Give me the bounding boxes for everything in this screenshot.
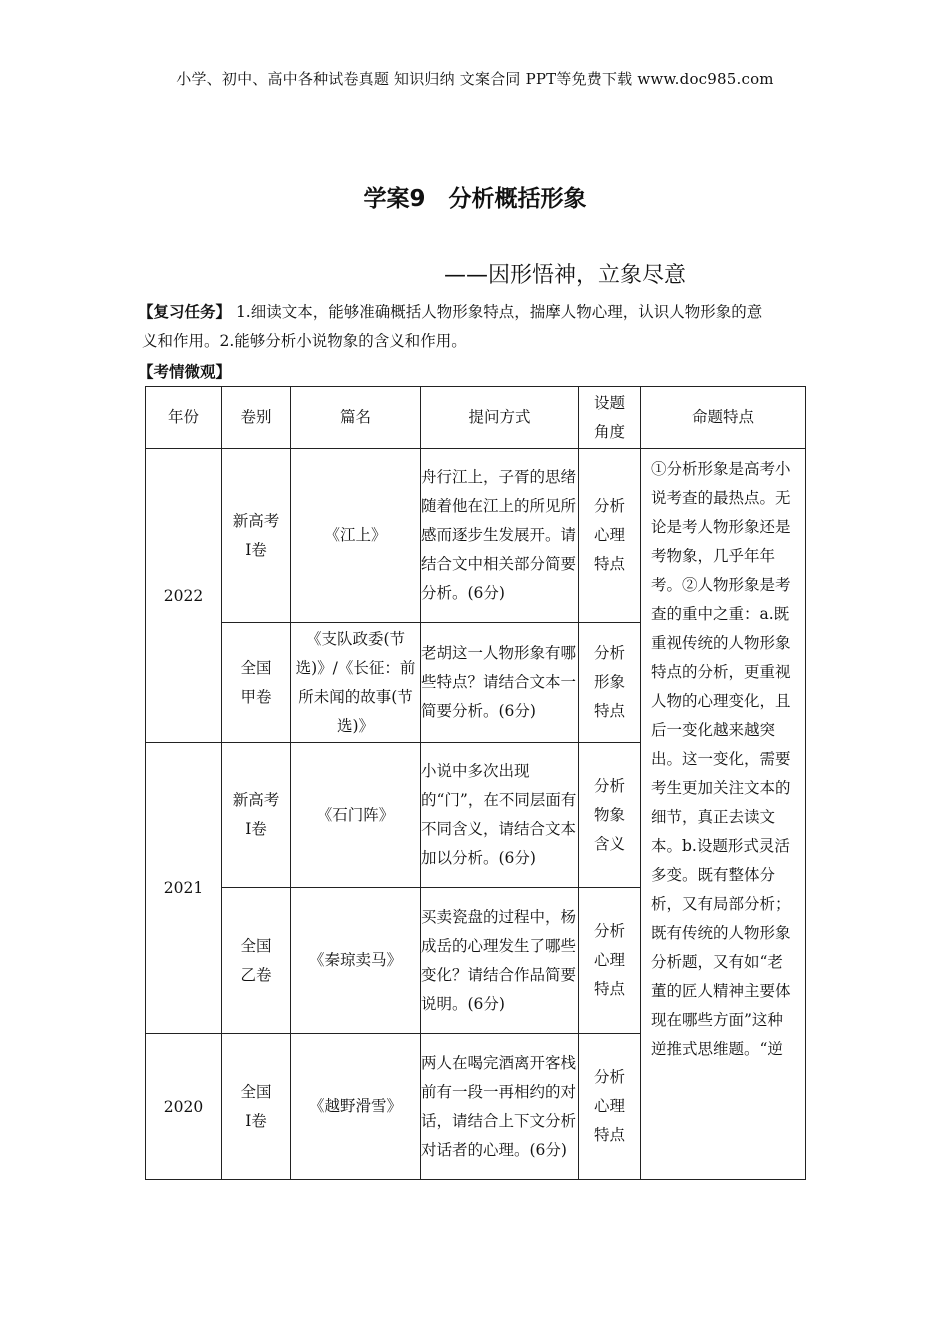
header-year: 年份 [146, 387, 222, 449]
page-title: 学案9 分析概括形象 [363, 186, 587, 212]
header-paper: 卷别 [222, 387, 291, 449]
header-title: 篇名 [291, 387, 421, 449]
table-row [146, 449, 806, 623]
angle-cell: 分析 物象 含义 [579, 743, 641, 888]
page-header-banner: 小学、初中、高中各种试卷真题 知识归纳 文案合同 PPT等免费下载 www.doc985.com [176, 70, 774, 88]
article-title-cell: 《支队政委(节选)》/《长征：前所未闻的故事(节选)》 [291, 623, 421, 743]
paper-cell: 全国 甲卷 [222, 623, 291, 743]
header-features: 命题特点 [641, 387, 806, 449]
question-cell: 舟行江上，子胥的思绪随着他在江上的所见所感而逐步生发展开。请结合文中相关部分简要分析。(6分) [421, 449, 579, 623]
exam-analysis-table [145, 386, 806, 1180]
paper-cell: 全国 Ⅰ卷 [222, 1034, 291, 1180]
paper-cell: 全国 乙卷 [222, 888, 291, 1034]
table-header-row [146, 387, 806, 449]
question-cell: 小说中多次出现的“门”，在不同层面有不同含义，请结合文本加以分析。(6分) [421, 743, 579, 888]
year-cell: 2022 [146, 449, 222, 743]
angle-cell: 分析 心理 特点 [579, 888, 641, 1034]
article-title-cell: 《秦琼卖马》 [291, 888, 421, 1034]
features-cell: ①分析形象是高考小说考查的最热点。无论是考人物形象还是考物象，几乎年年考。②人物形象是考查的重中之重：a.既重视传统的人物形象特点的分析，更重视人物的心理变化，且后一变化越来越突出。这一变化，需要考生更加关注文本的细节，真正去读文本。b.设题形式灵活多变。既有整体分析，又有局部分析；既有传统的人物形象分析题，又有如“老董的匠人精神主要体现在哪些方面”这种逆推式思维题。“逆 [641, 449, 806, 1180]
angle-cell: 分析 心理 特点 [579, 449, 641, 623]
paper-cell: 新高考 Ⅰ卷 [222, 743, 291, 888]
question-cell: 老胡这一人物形象有哪些特点？请结合文本一简要分析。(6分) [421, 623, 579, 743]
review-task-label: 【复习任务】 [138, 303, 232, 321]
question-cell: 买卖瓷盘的过程中，杨成岳的心理发生了哪些变化？请结合作品简要说明。(6分) [421, 888, 579, 1034]
section-label: 【考情微观】 [138, 363, 232, 381]
year-cell: 2021 [146, 743, 222, 1034]
article-title-cell: 《江上》 [291, 449, 421, 623]
paper-cell: 新高考 Ⅰ卷 [222, 449, 291, 623]
article-title-cell: 《石门阵》 [291, 743, 421, 888]
review-task [138, 298, 818, 356]
article-title-cell: 《越野滑雪》 [291, 1034, 421, 1180]
question-cell: 两人在喝完酒离开客栈前有一段一再相约的对话，请结合上下文分析对话者的心理。(6分) [421, 1034, 579, 1180]
header-question: 提问方式 [421, 387, 579, 449]
angle-cell: 分析 心理 特点 [579, 1034, 641, 1180]
page-subtitle: ——因形悟神，立象尽意 [444, 263, 687, 288]
review-task-line-1: 1.细读文本，能够准确概括人物形象特点，揣摩人物心理，认识人物形象的意 [231, 303, 763, 321]
angle-cell: 分析 形象 特点 [579, 623, 641, 743]
header-angle: 设题 角度 [579, 387, 641, 449]
review-task-line-2: 义和作用。2.能够分析小说物象的含义和作用。 [142, 332, 467, 350]
year-cell: 2020 [146, 1034, 222, 1180]
